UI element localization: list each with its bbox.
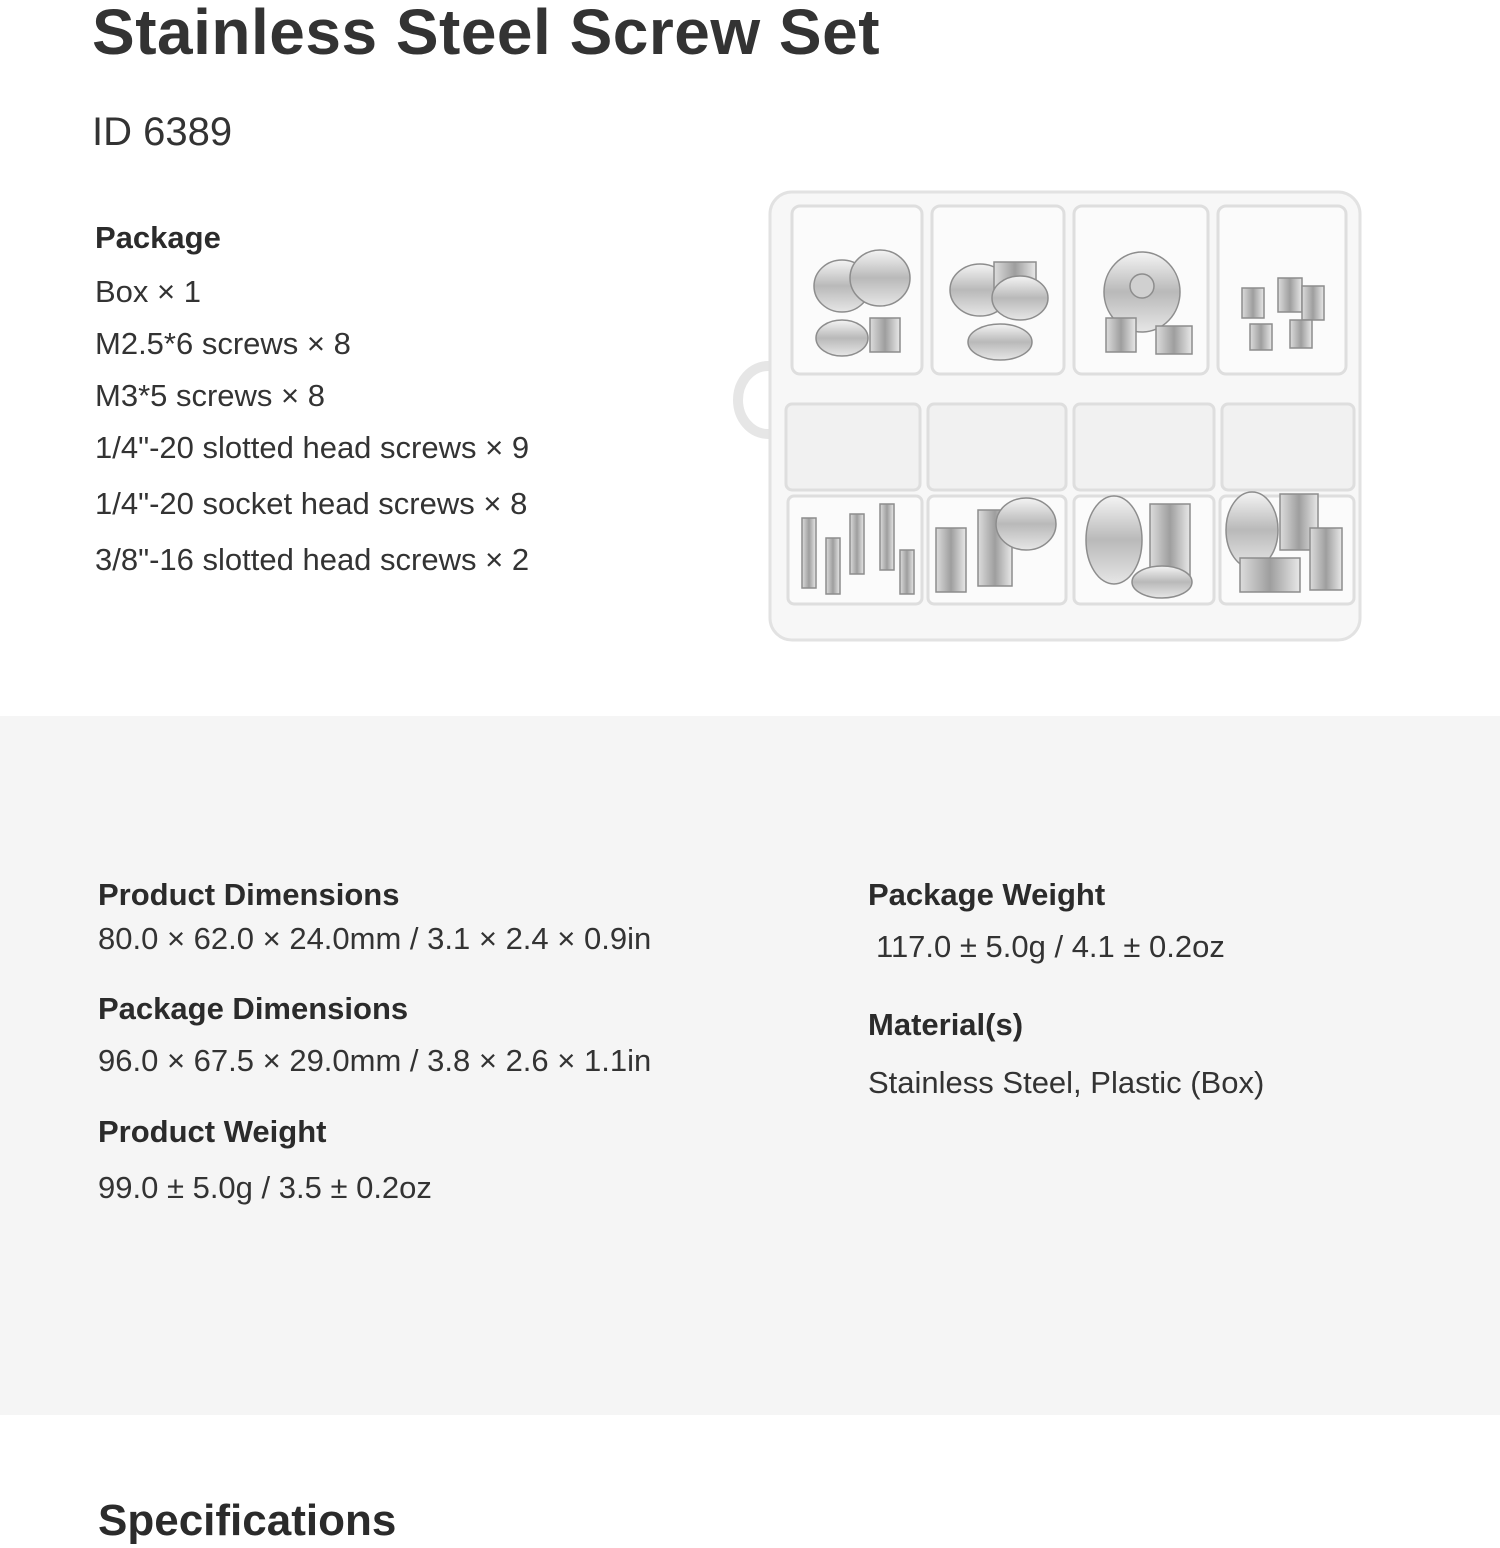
spec-materials [868, 1006, 1264, 1102]
specifications-section [0, 716, 1500, 1545]
spec-value: Stainless Steel, Plastic (Box) [868, 1065, 1265, 1100]
spec-label: Material(s) [868, 1007, 1024, 1042]
package-heading: Package [95, 220, 221, 255]
package-item: 1/4"-20 slotted head screws × 9 [95, 430, 530, 465]
spec-label: Package Dimensions [98, 991, 409, 1026]
spec-label: Package Weight [868, 877, 1106, 912]
spec-value: 96.0 × 67.5 × 29.0mm / 3.8 × 2.6 × 1.1in [98, 1043, 652, 1078]
product-title: Stainless Steel Screw Set [92, 0, 880, 68]
package-item: M3*5 screws × 8 [95, 378, 326, 413]
spec-label: Product Dimensions [98, 877, 400, 912]
spec-package-weight [868, 876, 1225, 966]
package-item: 1/4"-20 socket head screws × 8 [95, 486, 528, 521]
package-item: 3/8"-16 slotted head screws × 2 [95, 542, 530, 577]
spec-value: 99.0 ± 5.0g / 3.5 ± 0.2oz [98, 1170, 432, 1205]
spec-product-dimensions [98, 876, 651, 958]
specifications-heading: Specifications [98, 1496, 397, 1545]
spec-package-dimensions [98, 990, 651, 1080]
spec-value: 80.0 × 62.0 × 24.0mm / 3.1 × 2.4 × 0.9in [98, 921, 652, 956]
spec-product-weight [98, 1113, 432, 1207]
package-list [95, 268, 529, 588]
header-section [0, 0, 1500, 716]
spec-value: 117.0 ± 5.0g / 4.1 ± 0.2oz [876, 929, 1225, 964]
product-id: ID 6389 [92, 110, 233, 154]
package-item: M2.5*6 screws × 8 [95, 326, 351, 361]
package-item: Box × 1 [95, 274, 201, 309]
screw-box-image [730, 178, 1380, 648]
spec-label: Product Weight [98, 1114, 327, 1149]
